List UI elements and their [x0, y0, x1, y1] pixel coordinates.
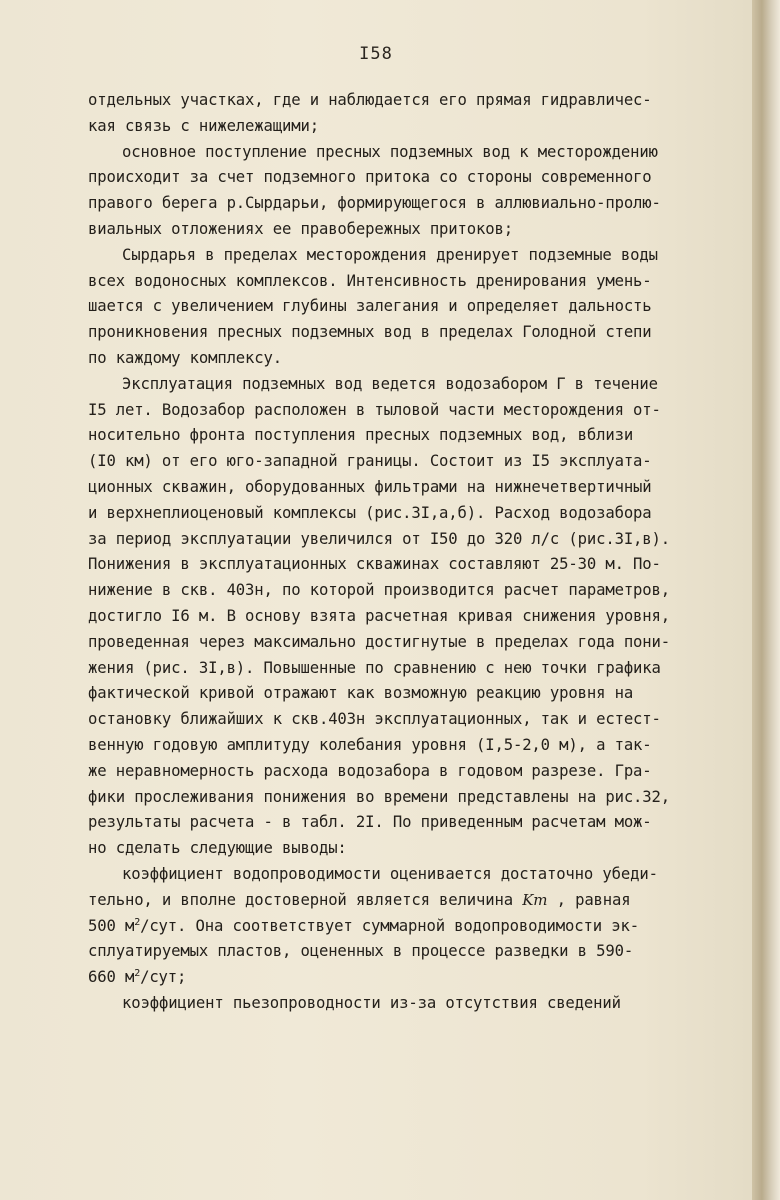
- text-line: фактической кривой отражают как возможную реакцию уровня на: [88, 684, 634, 703]
- text-line: всех водоносных комплексов. Интенсивность дренирования умень-: [88, 271, 652, 290]
- text-line: проведенная через максимально достигнутые в пределах года пони-: [88, 632, 671, 651]
- text-line: фики прослеживания понижения во времени представлены на рис.32,: [88, 787, 671, 806]
- text-line: виальных отложениях ее правобережных притоков;: [88, 219, 513, 238]
- text-line: результаты расчета - в табл. 2I. По приведенным расчетам мож-: [88, 813, 652, 832]
- text-line: происходит за счет подземного притока со стороны современного: [88, 168, 652, 187]
- text-line: [88, 965, 750, 991]
- text-line: же неравномерность расхода водозабора в годовом разрезе. Гра-: [88, 761, 652, 780]
- text-line: ционных скважин, оборудованных фильтрами на нижнечетвертичный: [88, 477, 652, 496]
- superscript: 2: [134, 968, 141, 980]
- text-line: проникновения пресных подземных вод в пределах Голодной степи: [88, 323, 652, 342]
- text-line: (I0 км) от его юго-западной границы. Состоит из I5 эксплуата-: [88, 452, 652, 471]
- text-line: за период эксплуатации увеличился от I50 до 320 л/с (рис.3I,в).: [88, 529, 671, 548]
- text-line: но сделать следующие выводы:: [88, 839, 347, 858]
- text-line: [88, 888, 750, 914]
- text-line: отдельных участках, где и наблюдается его прямая гидравличес-: [88, 91, 652, 109]
- body-text: [88, 88, 750, 1017]
- text-line: кая связь с нижележащими;: [88, 116, 319, 135]
- page-edge: [752, 0, 780, 1200]
- text-line: коэффициент водопроводимости оценивается достаточно убеди-: [122, 864, 658, 883]
- superscript: 2: [134, 916, 141, 928]
- text-fragment: /сут. Она соответствует суммарной водопроводимости эк-: [140, 916, 639, 935]
- text-line: венную годовую амплитуду колебания уровня (I,5-2,0 м), а так-: [88, 735, 652, 754]
- text-line: основное поступление пресных подземных вод к месторождению: [122, 142, 658, 161]
- text-line: коэффициент пьезопроводности из-за отсутствия сведений: [122, 993, 621, 1012]
- text-line: [88, 914, 750, 940]
- text-fragment: 660 м: [88, 968, 135, 987]
- text-line: достигло I6 м. В основу взята расчетная кривая снижения уровня,: [88, 606, 671, 625]
- text-line: и верхнеплиоценовый комплексы (рис.3I,а,б). Расход водозабора: [88, 503, 652, 522]
- text-fragment: , равная: [556, 890, 631, 909]
- text-fragment: 500 м: [88, 916, 135, 935]
- text-line: нижение в скв. 403н, по которой производится расчет параметров,: [88, 581, 671, 600]
- text-line: правого берега р.Сырдарьи, формирующегося в аллювиально-пролю-: [88, 194, 661, 213]
- text-line: сплуатируемых пластов, оцененных в процессе разведки в 590-: [88, 942, 634, 961]
- text-line: Понижения в эксплуатационных скважинах составляют 25-30 м. По-: [88, 555, 661, 574]
- km-symbol: Km: [522, 890, 548, 909]
- text-line: Сырдарья в пределах месторождения дренирует подземные воды: [122, 245, 658, 264]
- text-line: шается с увеличением глубины залегания и определяет дальность: [88, 297, 652, 316]
- text-fragment: /сут;: [140, 968, 187, 987]
- text-line: носительно фронта поступления пресных подземных вод, вблизи: [88, 426, 634, 445]
- text-line: жения (рис. 3I,в). Повышенные по сравнению с нею точки графика: [88, 658, 661, 677]
- text-line: по каждому комплексу.: [88, 348, 283, 367]
- text-line: остановку ближайших к скв.403н эксплуатационных, так и естест-: [88, 710, 661, 729]
- text-line: Эксплуатация подземных вод ведется водозабором Г в течение: [122, 374, 658, 393]
- text-fragment: тельно, и вполне достоверной является величина: [88, 890, 513, 909]
- text-line: I5 лет. Водозабор расположен в тыловой части месторождения от-: [88, 400, 661, 419]
- page-number: I58: [359, 44, 393, 64]
